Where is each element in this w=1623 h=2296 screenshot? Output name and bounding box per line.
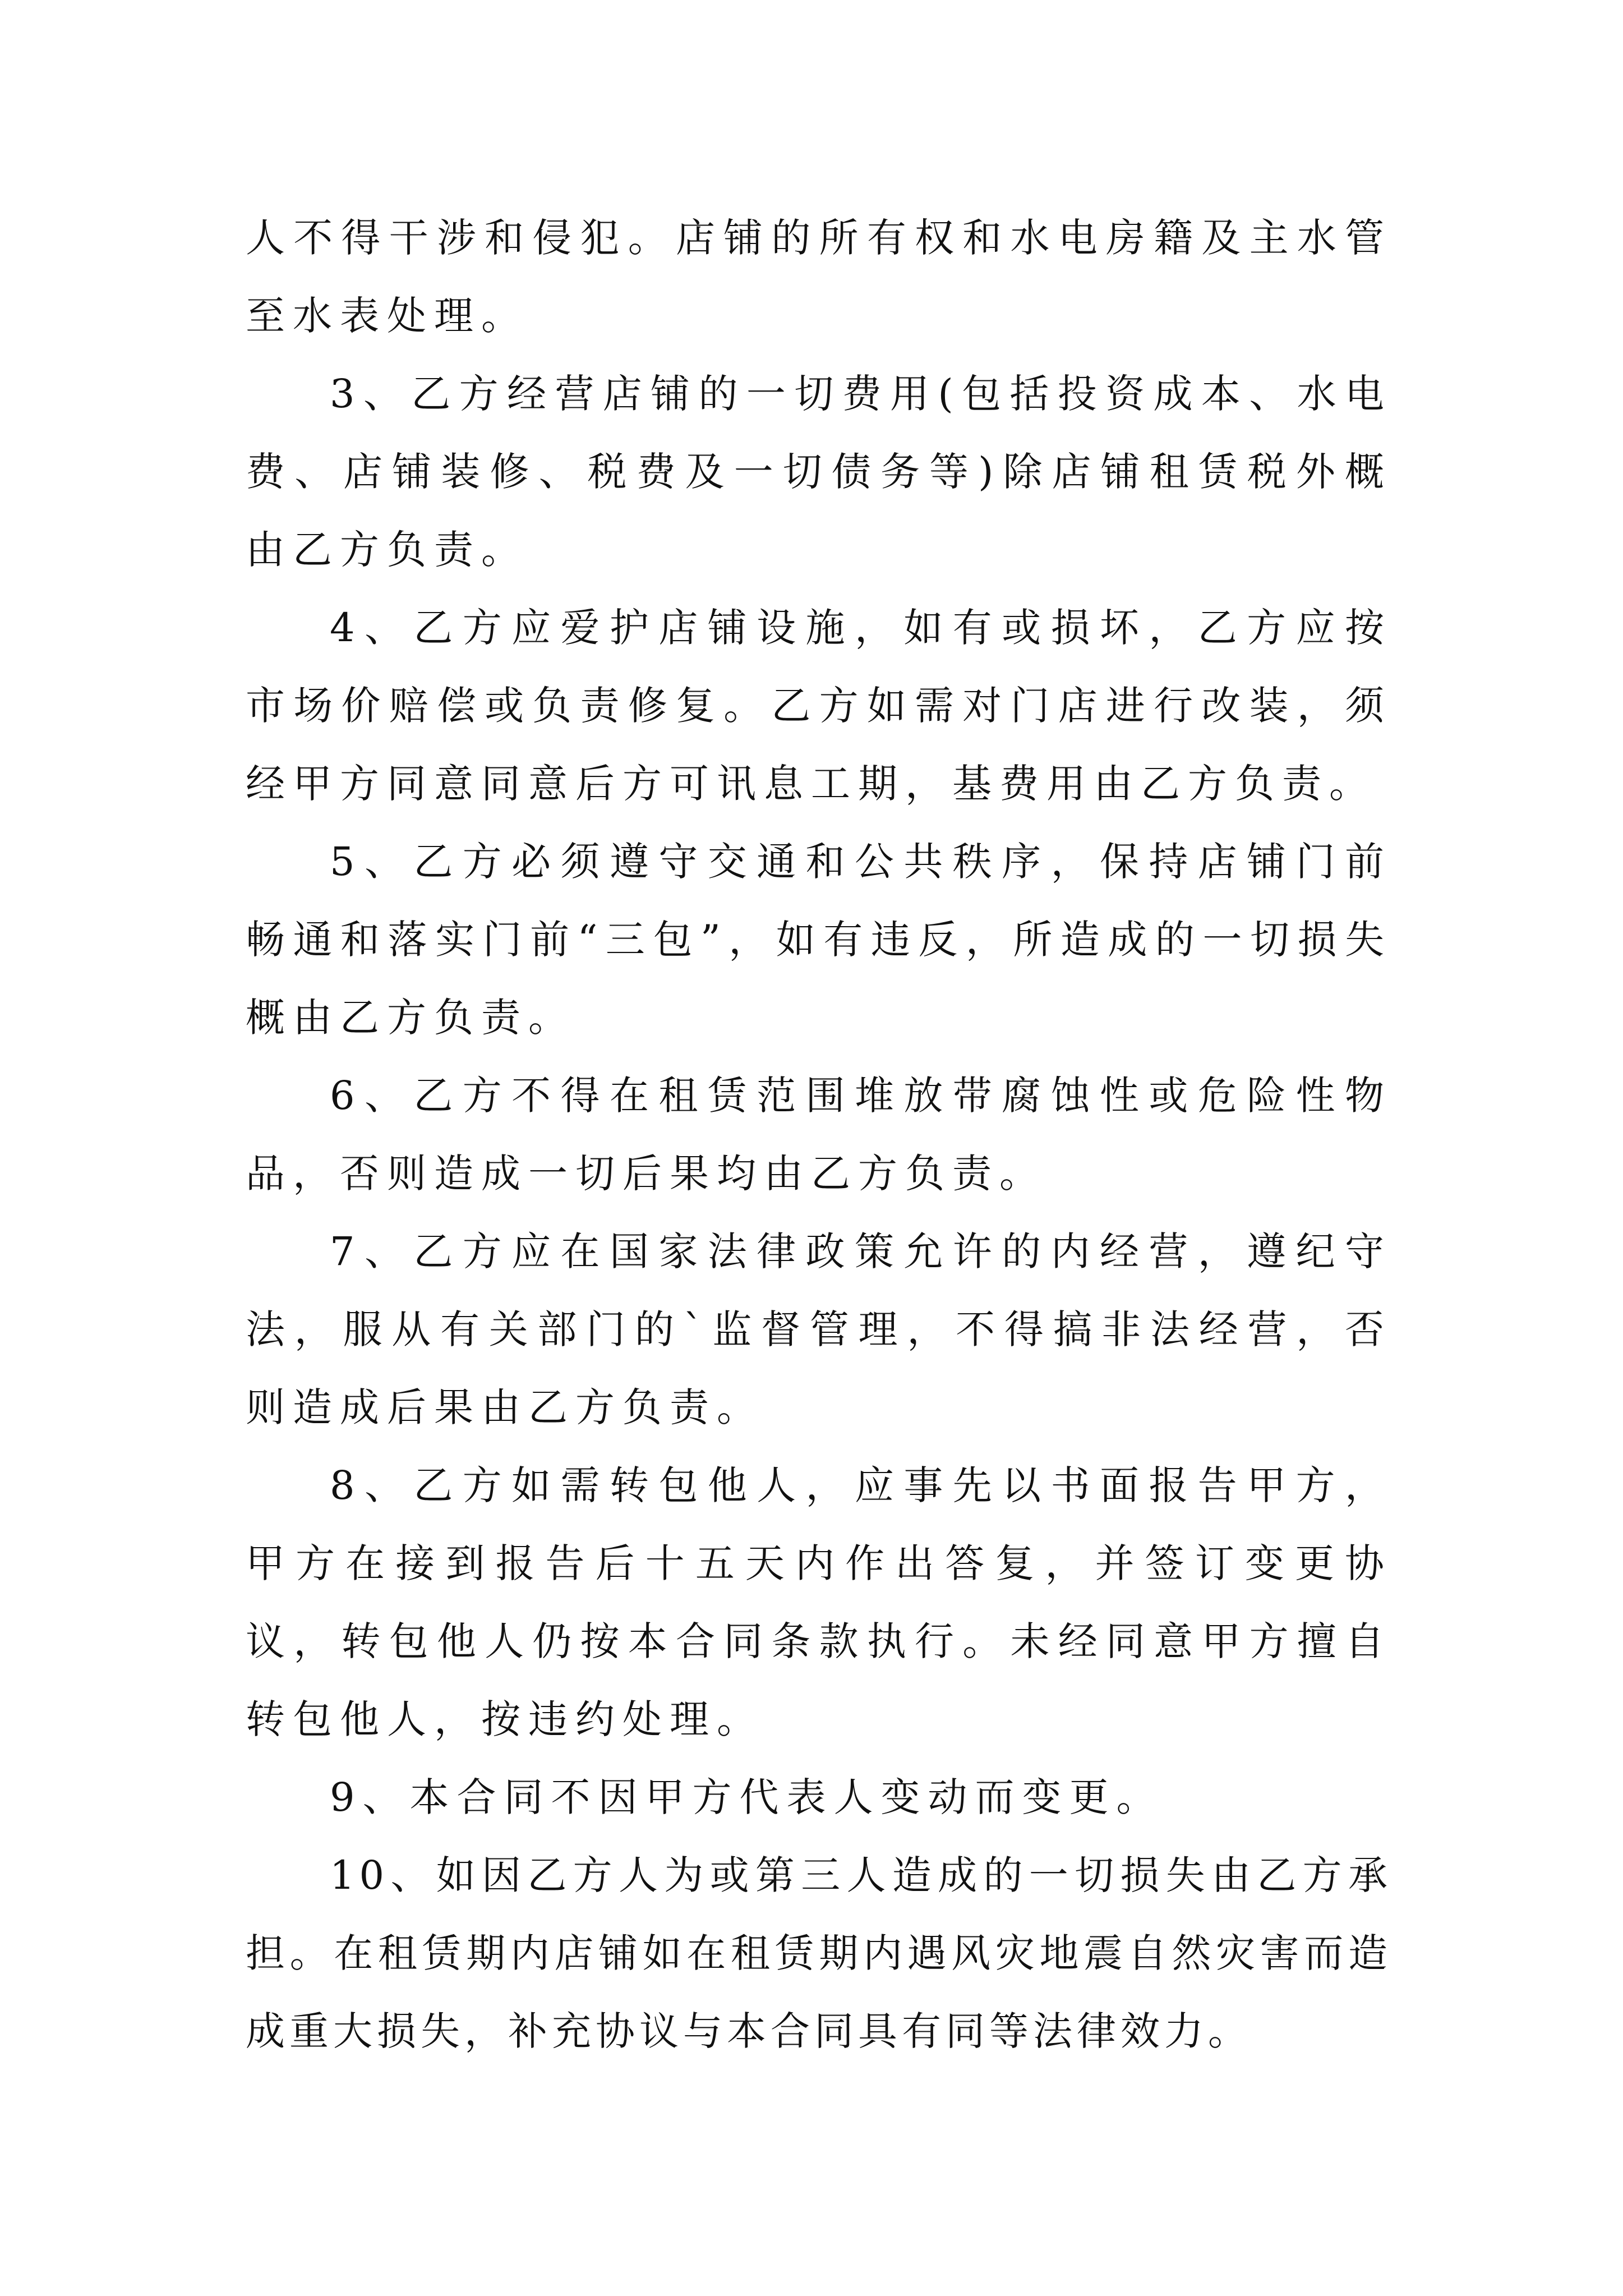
clause-6: 6、乙方不得在租赁范围堆放带腐蚀性或危险性物品，否则造成一切后果均由乙方负责。 (246, 1073, 1392, 1197)
clause-7: 7、乙方应在国家法律政策允许的内经营，遵纪守法，服从有关部门的`监督管理，不得搞非法经营，否则造成后果由乙方负责。 (246, 1228, 1392, 1430)
clause-5: 5、乙方必须遵守交通和公共秩序，保持店铺门前畅通和落实门前“三包”，如有违反，所造成的一切损失概由乙方负责。 (246, 839, 1392, 1041)
clause-8: 8、乙方如需转包他人，应事先以书面报告甲方，甲方在接到报告后十五天内作出答复，并签订变更协议，转包他人仍按本合同条款执行。未经同意甲方擅自转包他人，按违约处理。 (246, 1462, 1392, 1742)
clause-4: 4、乙方应爱护店铺设施，如有或损坏，乙方应按市场价赔偿或负责修复。乙方如需对门店进行改装，须经甲方同意同意后方可讯息工期，基费用由乙方负责。 (246, 605, 1392, 807)
clause-3: 3、乙方经营店铺的一切费用(包括投资成本、水电费、店铺装修、税费及一切债务等)除店铺租赁税外概由乙方负责。 (246, 371, 1392, 573)
clause-9: 9、本合同不因甲方代表人变动而变更。 (330, 1774, 1164, 1820)
paragraph-continuation: 人不得干涉和侵犯。店铺的所有权和水电房籍及主水管至水表处理。 (246, 215, 1392, 339)
clause-10: 10、如因乙方人为或第三人造成的一切损失由乙方承担。在租赁期内店铺如在租赁期内遇风灾地震自然灾害而造成重大损失，补充协议与本合同具有同等法律效力。 (246, 1852, 1392, 2054)
document-body (246, 199, 1392, 2070)
